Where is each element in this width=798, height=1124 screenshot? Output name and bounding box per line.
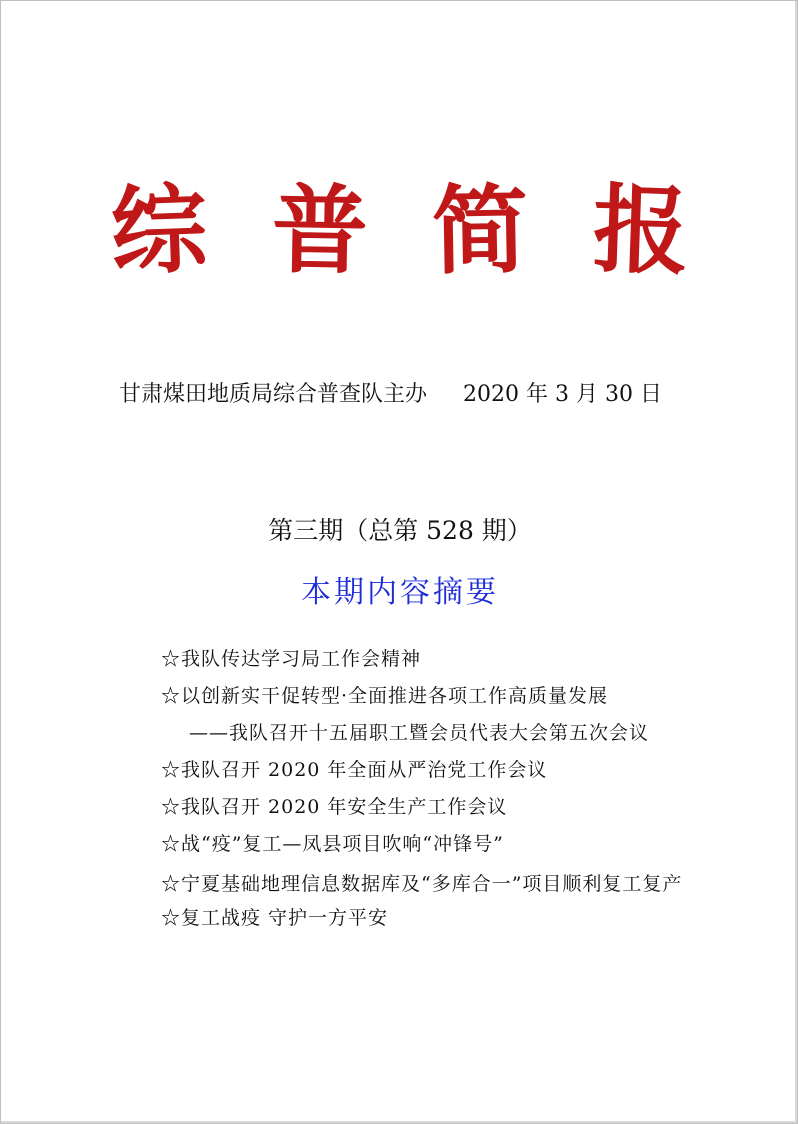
contents-list	[119, 644, 691, 940]
issue-date: 2020 年 3 月 30 日	[463, 382, 662, 407]
masthead-title	[111, 171, 689, 291]
contents-item: ☆我队传达学习局工作会精神	[161, 648, 422, 670]
masthead-char: 报	[591, 172, 691, 289]
organizer-text: 甘肃煤田地质局综合普查队主办	[119, 382, 428, 407]
summary-heading: 本期内容摘要	[301, 575, 499, 610]
contents-item: ☆复工战疫 守护一方平安	[161, 907, 389, 929]
contents-item: ☆宁夏基础地理信息数据库及“多库合一”项目顺利复工复产	[161, 873, 683, 895]
masthead-char: 普	[270, 173, 369, 288]
contents-item: ☆我队召开 2020 年全面从严治党工作会议	[161, 759, 548, 781]
masthead-char: 综	[109, 172, 209, 289]
contents-item: ☆以创新实干促转型·全面推进各项工作高质量发展	[161, 685, 609, 707]
contents-item: ☆战“疫”复工—凤县项目吹响“冲锋号”	[161, 833, 504, 855]
sponsor-line	[119, 377, 719, 408]
issue-number: 第三期（总第 528 期）	[268, 516, 532, 545]
contents-subtitle: ——我队召开十五届职工暨会员代表大会第五次会议	[189, 722, 650, 744]
masthead-char: 简	[431, 173, 530, 288]
contents-item: ☆我队召开 2020 年安全生产工作会议	[161, 796, 508, 818]
